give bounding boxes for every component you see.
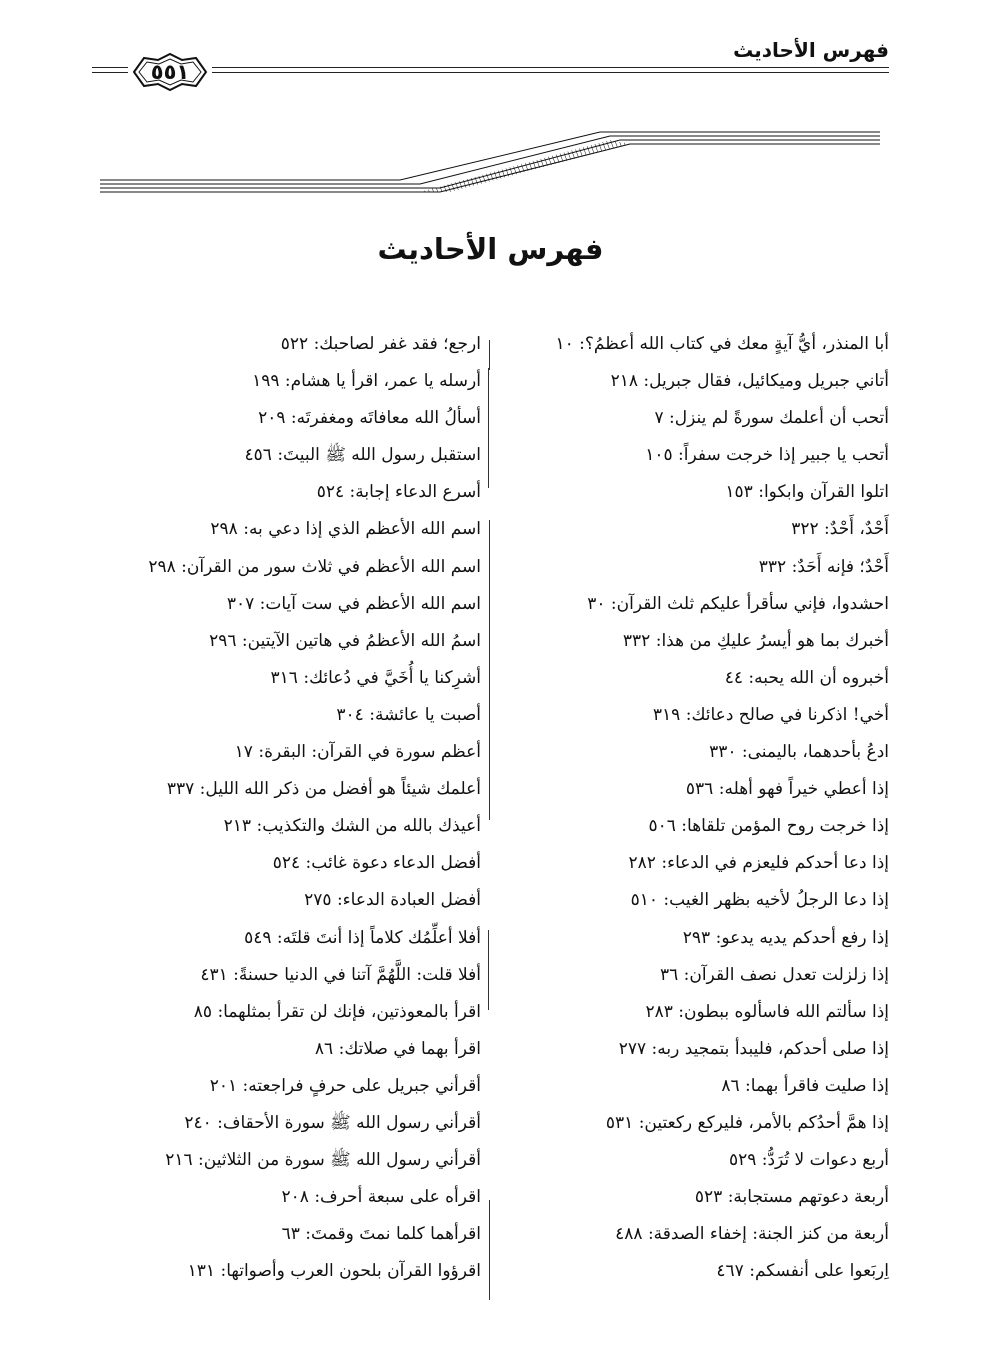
index-column-left: [86, 330, 481, 1294]
index-entry: أفلا أعلِّمُك كلاماً إذا أنتَ قلتَه: ٥٤٩: [244, 927, 481, 948]
index-entry: إذا دعا الرجلُ لأخيه بظهر الغيب: ٥١٠: [630, 890, 889, 911]
index-entry: أصبت يا عائشة: ٣٠٤: [336, 704, 481, 725]
index-entry: ارجع؛ فقد غفر لصاحبك: ٥٢٢: [280, 334, 481, 354]
index-entry: اسم الله الأعظم في ست آيات: ٣٠٧: [226, 593, 481, 614]
index-entry: أفضل الدعاء دعوة غائب: ٥٢٤: [272, 853, 481, 874]
column-divider: [489, 340, 490, 370]
index-entry: أبا المنذر، أيُّ آيةٍ معك في كتاب الله أعظمُ؟: ١٠: [555, 334, 889, 354]
index-entry: أعظم سورة في القرآن: البقرة: ١٧: [234, 742, 481, 763]
index-entry: اسم الله الأعظم في ثلاث سور من القرآن: ٢٩٨: [148, 556, 481, 577]
index-entry: أقرأني رسول الله ﷺ سورة من الثلاثين: ٢١٦: [165, 1150, 481, 1171]
index-entry: أسرع الدعاء إجابة: ٥٢٤: [316, 482, 481, 503]
index-entry: أخي! اذكرنا في صالح دعائك: ٣١٩: [652, 704, 889, 725]
index-entry: أفلا قلت: اللَّهُمَّ آتنا في الدنيا حسنةً: ٤٣١: [200, 964, 481, 985]
index-entry: إذا خرجت روح المؤمن تلقاها: ٥٠٦: [648, 816, 889, 837]
index-entry: إذا همَّ أحدُكم بالأمر، فليركع ركعتين: ٥٣١: [605, 1112, 889, 1133]
index-entry: اقرأ بالمعوذتين، فإنك لن تقرأ بمثلهما: ٨٥: [193, 1001, 481, 1022]
index-entry: احشدوا، فإني سأقرأ عليكم ثلث القرآن: ٣٠: [587, 593, 889, 614]
index-entry: أشرِكنا يا أُخَيَّ في دُعائك: ٣١٦: [270, 667, 481, 688]
index-entry: أتحب يا جبير إذا خرجت سفراً: ١٠٥: [645, 445, 889, 466]
index-entry: أسألُ الله معافاتَه ومغفرتَه: ٢٠٩: [258, 408, 481, 429]
index-entry: اسمُ الله الأعظمُ في هاتين الآيتين: ٢٩٦: [209, 630, 481, 651]
index-entry: أخبرك بما هو أيسرُ عليكِ من هذا: ٣٣٢: [622, 630, 889, 651]
index-entry: اتلوا القرآن وابكوا: ١٥٣: [725, 482, 889, 503]
index-entry: إذا رفع أحدكم يديه يدعو: ٢٩٣: [682, 927, 889, 948]
index-entry: اقرأ بهما في صلاتك: ٨٦: [314, 1038, 481, 1059]
index-entry: إذا سألتم الله فاسألوه ببطون: ٢٨٣: [645, 1001, 889, 1022]
index-entry: أفضل العبادة الدعاء: ٢٧٥: [304, 890, 481, 911]
index-entry: إذا صلى أحدكم، فليبدأ بتمجيد ربه: ٢٧٧: [618, 1038, 889, 1059]
index-entry: أربعة من كنز الجنة: إخفاء الصدقة: ٤٨٨: [615, 1224, 889, 1245]
column-divider: [488, 930, 489, 1010]
index-entry: أعيذك بالله من الشك والتكذيب: ٢١٣: [223, 816, 481, 837]
running-head: فهرس الأحاديث: [733, 38, 889, 62]
index-entry: أربع دعوات لا تُرَدُّ: ٥٢٩: [728, 1150, 889, 1171]
index-entry: اقرأه على سبعة أحرف: ٢٠٨: [281, 1187, 481, 1208]
index-entry: اِربَعوا على أنفسكم: ٤٦٧: [716, 1261, 889, 1282]
index-entry: أتاني جبريل وميكائيل، فقال جبريل: ٢١٨: [610, 371, 889, 392]
index-entry: اقرأهما كلما نمتَ وقمتَ: ٦٣: [281, 1224, 481, 1245]
index-entry: أقرأني رسول الله ﷺ سورة الأحقاف: ٢٤٠: [184, 1112, 481, 1133]
index-entry: أعلمك شيئاً هو أفضل من ذكر الله الليل: ٣٣٧: [166, 779, 481, 800]
index-entry: ادعُ بأحدهما، باليمنى: ٣٣٠: [709, 742, 889, 763]
index-entry: أَحْدٌ، أَحْدٌ: ٣٢٢: [791, 519, 889, 540]
index-entry: اقرؤوا القرآن بلحون العرب وأصواتها: ١٣١: [187, 1261, 481, 1282]
index-entry: أتحب أن أعلمك سورةً لم ينزل: ٧: [654, 408, 889, 429]
index-entry: إذا صليت فاقرأ بهما: ٨٦: [721, 1075, 889, 1096]
column-divider: [488, 368, 489, 488]
index-entry: إذا دعا أحدكم فليعزم في الدعاء: ٢٨٢: [628, 853, 889, 874]
index-entry: أَحْدٌ؛ فإنه أَحَدٌ: ٣٣٢: [758, 556, 889, 577]
column-divider: [489, 520, 490, 820]
page-title: فهرس الأحاديث: [377, 232, 604, 266]
page-number-badge: [128, 50, 212, 94]
page-number: ٥٥١: [150, 60, 190, 84]
decorative-ornament: [100, 130, 880, 194]
index-entry: استقبل رسول الله ﷺ البيتَ: ٤٥٦: [244, 445, 481, 466]
column-divider: [489, 1200, 490, 1300]
index-entry: إذا أعطي خيراً فهو أهله: ٥٣٦: [685, 779, 889, 800]
index-entry: أرسله يا عمر، اقرأ يا هشام: ١٩٩: [252, 371, 481, 392]
index-entry: إذا زلزلت تعدل نصف القرآن: ٣٦: [659, 964, 889, 985]
index-entry: أقرأني جبريل على حرفٍ فراجعته: ٢٠١: [209, 1075, 481, 1096]
index-column-right: [484, 330, 889, 1294]
index-entry: أربعة دعوتهم مستجابة: ٥٢٣: [694, 1187, 889, 1208]
index-entry: اسم الله الأعظم الذي إذا دعي به: ٢٩٨: [210, 519, 481, 540]
index-entry: أخبروه أن الله يحبه: ٤٤: [724, 667, 889, 688]
